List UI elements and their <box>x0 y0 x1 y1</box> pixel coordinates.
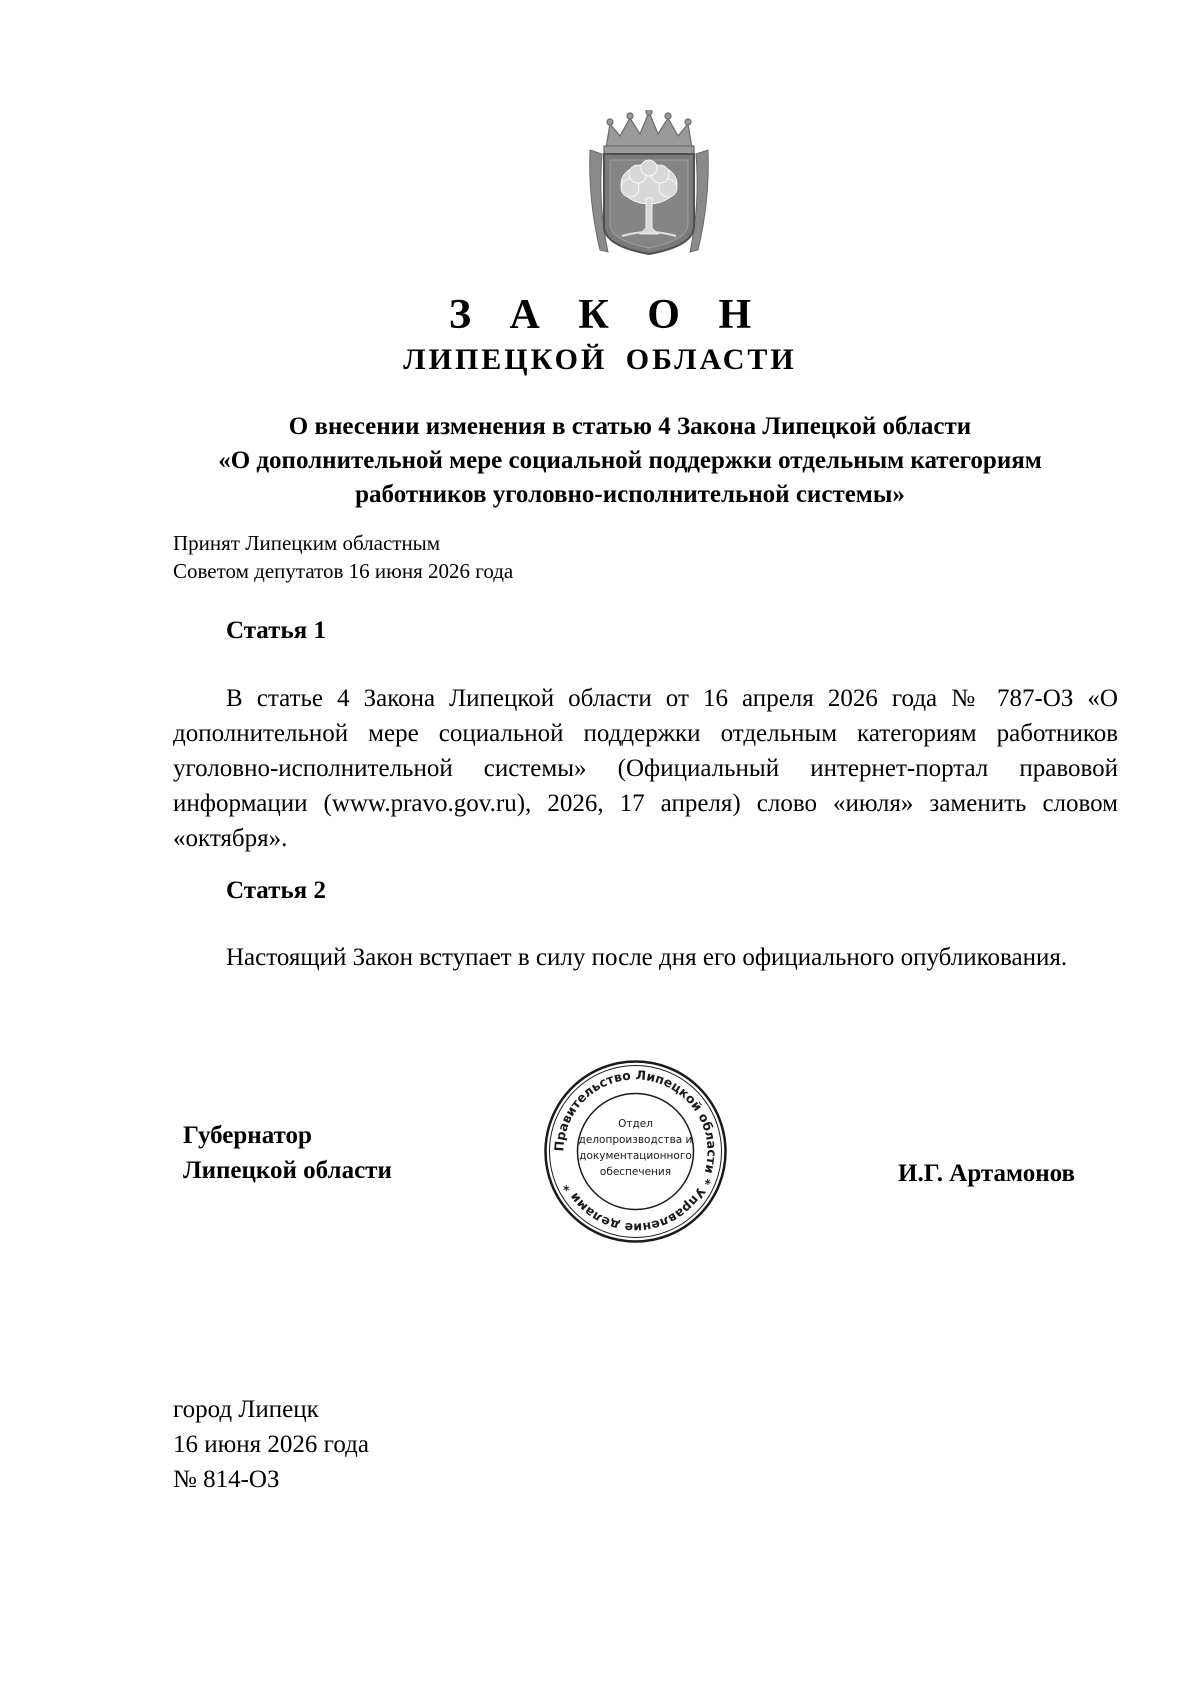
signatory-position <box>183 1118 392 1188</box>
article-1-heading: Статья 1 <box>226 617 326 644</box>
seal-inner-line: обеспечения <box>599 1166 672 1178</box>
adoption-note <box>173 529 513 585</box>
law-subject <box>170 410 1090 512</box>
region-title: ЛИПЕЦКОЙ ОБЛАСТИ <box>403 343 797 376</box>
signatory-name: И.Г. Артамонов <box>898 1160 1075 1187</box>
article-2-heading: Статья 2 <box>226 877 326 904</box>
law-subject-line: О внесении изменения в статью 4 Закона Липецкой области <box>288 413 972 440</box>
document-footer <box>173 1392 369 1497</box>
law-number: № 814-ОЗ <box>173 1466 280 1493</box>
signing-date: 16 июня 2026 года <box>173 1431 369 1458</box>
signatory-position-line: Губернатор <box>183 1122 312 1149</box>
document-title: З А К О Н <box>448 292 766 338</box>
place-of-signing: город Липецк <box>173 1396 319 1423</box>
law-subject-line: работников уголовно-исполнительной системы» <box>355 481 905 508</box>
article-1-text: В статье 4 Закона Липецкой области от 16 апреля 2026 года № 787-ОЗ «О дополнительной мере социальной поддержки отдельным категориям работников уголовно-исполнительной системы» (Официальный интернет-портал правовой информации (www.pravo.gov.ru), 2026, 17 апреля) слово «июля» заменить словом «октября». <box>173 685 1118 852</box>
adoption-line: Принят Липецким областным <box>173 531 441 555</box>
seal-inner-line: документационного <box>579 1150 692 1162</box>
adoption-line: Советом депутатов 16 июня 2026 года <box>173 559 514 583</box>
seal-inner-line: делопроизводства и <box>578 1134 693 1146</box>
signatory-position-line: Липецкой области <box>183 1157 392 1184</box>
seal-inner-line: Отдел <box>618 1118 653 1130</box>
seal-outer-text: Правительство Липецкой области * Управление делами * <box>551 1067 720 1236</box>
law-subject-line: «О дополнительной мере социальной поддержки отдельным категориям <box>218 447 1042 474</box>
official-stamp <box>543 1059 728 1244</box>
article-2-text: Настоящий Закон вступает в силу после дня его официального опубликования. <box>226 944 1068 971</box>
coat-of-arms-icon <box>586 110 712 260</box>
